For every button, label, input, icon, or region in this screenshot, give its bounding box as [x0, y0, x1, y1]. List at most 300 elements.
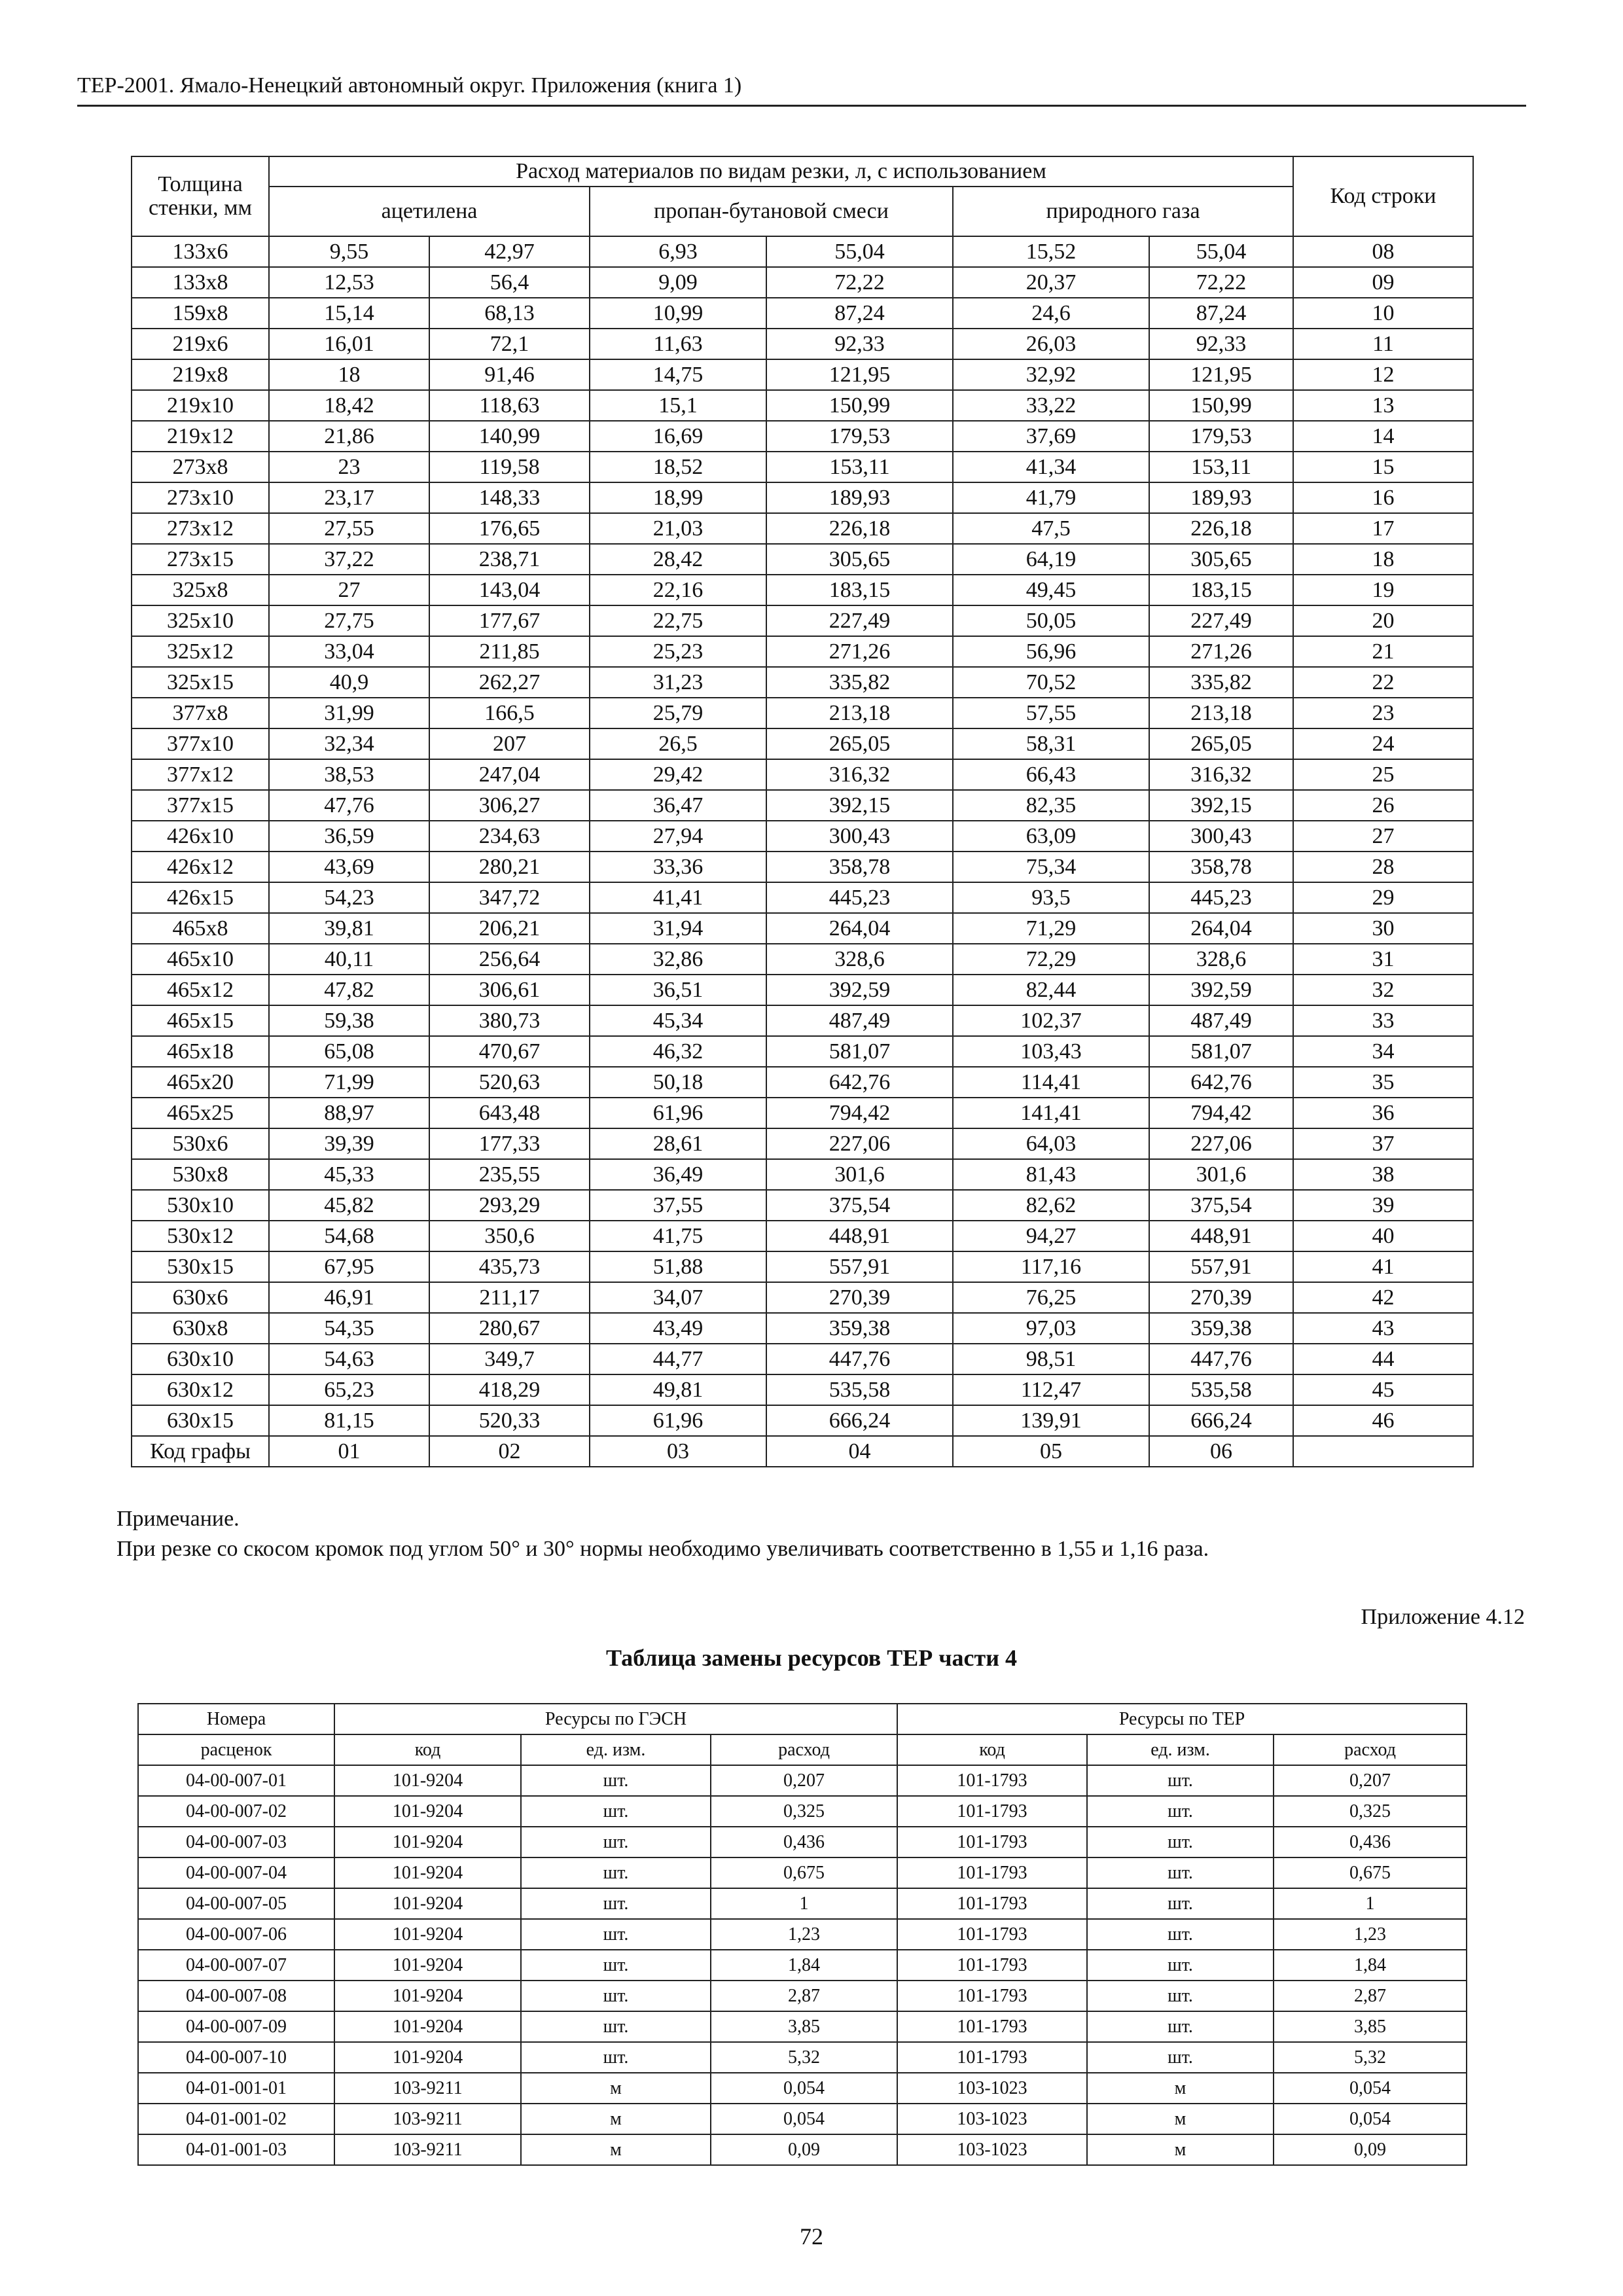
table-cell: 88,97 [269, 1098, 429, 1128]
table-cell: 15,52 [953, 236, 1149, 267]
table-cell: 177,33 [429, 1128, 590, 1159]
table-cell: шт. [521, 1888, 711, 1919]
table-cell: 1,23 [711, 1919, 897, 1950]
table-cell: 305,65 [1149, 544, 1293, 575]
table-row [132, 944, 1473, 975]
table-row [132, 759, 1473, 790]
table-cell: 392,15 [766, 790, 953, 821]
table-cell: 270,39 [1149, 1282, 1293, 1313]
table-cell: 36,47 [590, 790, 766, 821]
table-cell: 54,68 [269, 1221, 429, 1251]
table-row [138, 2042, 1467, 2073]
table-cell: 22 [1293, 667, 1473, 698]
table-cell: шт. [1087, 1981, 1274, 2011]
note-title: Примечание. [116, 1507, 240, 1531]
table-cell: 530х8 [132, 1159, 269, 1190]
table-cell: 39,81 [269, 913, 429, 944]
table-cell: 37,69 [953, 421, 1149, 452]
footer-cell: 05 [953, 1436, 1149, 1467]
table-cell: 101-1793 [897, 1981, 1087, 2011]
table-cell: 0,675 [711, 1857, 897, 1888]
table-cell: 328,6 [1149, 944, 1293, 975]
table-cell: 19 [1293, 575, 1473, 605]
table-cell: 44 [1293, 1344, 1473, 1374]
table-cell: 04-00-007-04 [138, 1857, 334, 1888]
table-cell: 103-9211 [334, 2073, 521, 2104]
table-cell: 377х15 [132, 790, 269, 821]
table-cell: 0,09 [711, 2134, 897, 2165]
table-cell: 37,55 [590, 1190, 766, 1221]
table-cell: 377х12 [132, 759, 269, 790]
table-cell: 143,04 [429, 575, 590, 605]
table-cell: 94,27 [953, 1221, 1149, 1251]
footer-cell: 02 [429, 1436, 590, 1467]
h-gesn-unit: ед. изм. [521, 1734, 711, 1765]
table-cell: 183,15 [1149, 575, 1293, 605]
table-cell: 25,23 [590, 636, 766, 667]
table-cell: 448,91 [1149, 1221, 1293, 1251]
table-cell: 148,33 [429, 482, 590, 513]
table-cell: м [1087, 2073, 1274, 2104]
table-cell: 04-00-007-03 [138, 1827, 334, 1857]
table-cell: 117,16 [953, 1251, 1149, 1282]
table-cell: 264,04 [1149, 913, 1293, 944]
table-cell: 49,45 [953, 575, 1149, 605]
table-cell: 643,48 [429, 1098, 590, 1128]
table-row [138, 1919, 1467, 1950]
table-cell: 101-9204 [334, 1857, 521, 1888]
cutting-materials-table [131, 156, 1474, 1467]
table-row [132, 267, 1473, 298]
table-cell: 39,39 [269, 1128, 429, 1159]
table-cell: шт. [1087, 1827, 1274, 1857]
table-cell: шт. [521, 1827, 711, 1857]
table-cell: 530х15 [132, 1251, 269, 1282]
table-cell: 375,54 [766, 1190, 953, 1221]
table-cell: 23,17 [269, 482, 429, 513]
table-cell: 87,24 [766, 298, 953, 329]
table-row [132, 1282, 1473, 1313]
table-cell: 101-9204 [334, 1888, 521, 1919]
table-cell: 247,04 [429, 759, 590, 790]
table-cell: 3,85 [711, 2011, 897, 2042]
table-cell: 445,23 [766, 882, 953, 913]
table-cell: 41,34 [953, 452, 1149, 482]
table-cell: 520,63 [429, 1067, 590, 1098]
table-row [138, 2011, 1467, 2042]
table-cell: 101-9204 [334, 1919, 521, 1950]
table-cell: 557,91 [766, 1251, 953, 1282]
h-ter-unit: ед. изм. [1087, 1734, 1274, 1765]
table-cell: 12 [1293, 359, 1473, 390]
table-cell: 153,11 [766, 452, 953, 482]
table-cell: 418,29 [429, 1374, 590, 1405]
table-cell: 359,38 [766, 1313, 953, 1344]
table-cell: 0,207 [1274, 1765, 1467, 1796]
table-cell: 32,34 [269, 728, 429, 759]
table-cell: 12,53 [269, 267, 429, 298]
table-cell: м [1087, 2134, 1274, 2165]
table-cell: 92,33 [1149, 329, 1293, 359]
table-cell: 392,15 [1149, 790, 1293, 821]
table-cell: 465х10 [132, 944, 269, 975]
table-cell: 465х12 [132, 975, 269, 1005]
table-cell: 306,27 [429, 790, 590, 821]
h-ter: Ресурсы по ТЕР [897, 1704, 1467, 1734]
table-cell: 270,39 [766, 1282, 953, 1313]
table-cell: 426х15 [132, 882, 269, 913]
table-cell: 46 [1293, 1405, 1473, 1436]
table-cell: 33,22 [953, 390, 1149, 421]
table-cell: 27,75 [269, 605, 429, 636]
table-cell: 63,09 [953, 821, 1149, 852]
table-cell: 256,64 [429, 944, 590, 975]
table-cell: 15 [1293, 452, 1473, 482]
table-cell: шт. [1087, 2011, 1274, 2042]
table-cell: м [521, 2104, 711, 2134]
table-cell: 666,24 [1149, 1405, 1293, 1436]
table-cell: 435,73 [429, 1251, 590, 1282]
table-cell: 38 [1293, 1159, 1473, 1190]
table-cell: 23 [269, 452, 429, 482]
table-cell: 325х12 [132, 636, 269, 667]
table-cell: 31 [1293, 944, 1473, 975]
col-natgas-header: природного газа [953, 187, 1293, 236]
table-cell: 17 [1293, 513, 1473, 544]
table-cell: 41,41 [590, 882, 766, 913]
table-cell: 101-1793 [897, 1765, 1087, 1796]
table-cell: 34,07 [590, 1282, 766, 1313]
table-cell: 219х6 [132, 329, 269, 359]
h-numbers-1: Номера [138, 1704, 334, 1734]
table-row [132, 513, 1473, 544]
footer-cell: 06 [1149, 1436, 1293, 1467]
note-text: При резке со скосом кромок под углом 50° и 30° нормы необходимо увеличивать соответственно в 1,55 и 1,16 раза. [116, 1537, 1209, 1561]
table-cell: 103,43 [953, 1036, 1149, 1067]
table-cell: 176,65 [429, 513, 590, 544]
table-cell: 04-01-001-02 [138, 2104, 334, 2134]
table-cell: 6,93 [590, 236, 766, 267]
table-cell: 293,29 [429, 1190, 590, 1221]
table-cell: 18,99 [590, 482, 766, 513]
table-cell: шт. [521, 2011, 711, 2042]
table-cell: 530х6 [132, 1128, 269, 1159]
table-cell: 166,5 [429, 698, 590, 728]
table-cell: 54,35 [269, 1313, 429, 1344]
table-cell: 264,04 [766, 913, 953, 944]
table-cell: 347,72 [429, 882, 590, 913]
table-cell: 66,43 [953, 759, 1149, 790]
table-cell: 227,06 [766, 1128, 953, 1159]
table-row [132, 421, 1473, 452]
table-cell: 15,14 [269, 298, 429, 329]
table-cell: 49,81 [590, 1374, 766, 1405]
table-cell: 39 [1293, 1190, 1473, 1221]
table-cell: 10 [1293, 298, 1473, 329]
table-cell: 20,37 [953, 267, 1149, 298]
table-cell: 103-9211 [334, 2134, 521, 2165]
table-cell: 465х18 [132, 1036, 269, 1067]
table-cell: 630х12 [132, 1374, 269, 1405]
table-cell: 64,19 [953, 544, 1149, 575]
table-cell: 101-9204 [334, 1796, 521, 1827]
table-cell: 465х25 [132, 1098, 269, 1128]
table-cell: 153,11 [1149, 452, 1293, 482]
table-cell: 0,207 [711, 1765, 897, 1796]
table-cell: 121,95 [766, 359, 953, 390]
running-header: ТЕР-2001. Ямало-Ненецкий автономный округ. Приложения (книга 1) [77, 73, 1526, 107]
table-cell: 45 [1293, 1374, 1473, 1405]
table-cell: 46,32 [590, 1036, 766, 1067]
table-cell: 211,17 [429, 1282, 590, 1313]
table-cell: 487,49 [1149, 1005, 1293, 1036]
table-cell: 426х12 [132, 852, 269, 882]
table-cell: шт. [521, 1796, 711, 1827]
table-cell: 42 [1293, 1282, 1473, 1313]
table-cell: 530х12 [132, 1221, 269, 1251]
table-cell: 630х15 [132, 1405, 269, 1436]
table-cell: 21,86 [269, 421, 429, 452]
table-cell: 70,52 [953, 667, 1149, 698]
table-cell: 50,05 [953, 605, 1149, 636]
h-gesn: Ресурсы по ГЭСН [334, 1704, 897, 1734]
table-cell: 27,94 [590, 821, 766, 852]
table-cell: 67,95 [269, 1251, 429, 1282]
table-cell: 57,55 [953, 698, 1149, 728]
table-cell: 55,04 [766, 236, 953, 267]
table-cell: 0,325 [1274, 1796, 1467, 1827]
table-cell: 61,96 [590, 1098, 766, 1128]
h-numbers-2: расценок [138, 1734, 334, 1765]
table-cell: м [521, 2073, 711, 2104]
table-row [132, 913, 1473, 944]
table-row [132, 452, 1473, 482]
table-cell: 301,6 [1149, 1159, 1293, 1190]
col-acetylene-header: ацетилена [269, 187, 590, 236]
table-cell: 133х6 [132, 236, 269, 267]
table-cell: 27,55 [269, 513, 429, 544]
table-cell: 794,42 [1149, 1098, 1293, 1128]
table-cell: 22,16 [590, 575, 766, 605]
table-cell: 0,436 [711, 1827, 897, 1857]
table-cell: 14,75 [590, 359, 766, 390]
table-cell: 150,99 [766, 390, 953, 421]
table-cell: 97,03 [953, 1313, 1149, 1344]
table-cell: 273х15 [132, 544, 269, 575]
table-cell: 72,22 [1149, 267, 1293, 298]
table-row [138, 1981, 1467, 2011]
table-cell: 04-00-007-10 [138, 2042, 334, 2073]
table-cell: 23 [1293, 698, 1473, 728]
table-cell: 177,67 [429, 605, 590, 636]
table-cell: 335,82 [1149, 667, 1293, 698]
table-row [132, 975, 1473, 1005]
table-cell: 150,99 [1149, 390, 1293, 421]
table-cell: 271,26 [1149, 636, 1293, 667]
table-cell: 325х10 [132, 605, 269, 636]
table-cell: 72,22 [766, 267, 953, 298]
table-row [132, 575, 1473, 605]
table-cell: 40,11 [269, 944, 429, 975]
table-cell: 40 [1293, 1221, 1473, 1251]
table-row [132, 636, 1473, 667]
col-group-header: Расход материалов по видам резки, л, с использованием [269, 156, 1293, 187]
table-cell: 159х8 [132, 298, 269, 329]
table-cell: 101-1793 [897, 1827, 1087, 1857]
table-cell: 465х8 [132, 913, 269, 944]
table-cell: 328,6 [766, 944, 953, 975]
table-cell: 2,87 [1274, 1981, 1467, 2011]
table-cell: 207 [429, 728, 590, 759]
table-cell: 13 [1293, 390, 1473, 421]
table-cell: 280,21 [429, 852, 590, 882]
table-cell: шт. [1087, 1919, 1274, 1950]
table-cell: 335,82 [766, 667, 953, 698]
table-cell: 11,63 [590, 329, 766, 359]
table-cell: 487,49 [766, 1005, 953, 1036]
table-cell: 26,5 [590, 728, 766, 759]
table-cell: шт. [521, 1857, 711, 1888]
table-cell: шт. [1087, 2042, 1274, 2073]
table-cell: 04-00-007-01 [138, 1765, 334, 1796]
table-cell: 271,26 [766, 636, 953, 667]
table-cell: 581,07 [766, 1036, 953, 1067]
table-cell: 3,85 [1274, 2011, 1467, 2042]
table-cell: 59,38 [269, 1005, 429, 1036]
appendix-label: Приложение 4.12 [1361, 1605, 1525, 1629]
col-thickness-header: Толщина стенки, мм [132, 156, 269, 236]
table-cell: 2,87 [711, 1981, 897, 2011]
table-cell: 359,38 [1149, 1313, 1293, 1344]
table-cell: 31,99 [269, 698, 429, 728]
table-cell: 71,29 [953, 913, 1149, 944]
table-cell: 350,6 [429, 1221, 590, 1251]
table-cell: 04-00-007-06 [138, 1919, 334, 1950]
table-cell: 118,63 [429, 390, 590, 421]
table-cell: 219х10 [132, 390, 269, 421]
table-row [132, 1128, 1473, 1159]
table-cell: 179,53 [766, 421, 953, 452]
table-row [132, 298, 1473, 329]
table-row [138, 2104, 1467, 2134]
table-cell: 32,86 [590, 944, 766, 975]
table-cell: 102,37 [953, 1005, 1149, 1036]
table-row [132, 728, 1473, 759]
table-cell: 535,58 [1149, 1374, 1293, 1405]
table-row [138, 1796, 1467, 1827]
table-cell: 18 [1293, 544, 1473, 575]
table-cell: 238,71 [429, 544, 590, 575]
table-cell: 16,69 [590, 421, 766, 452]
table-cell: 445,23 [1149, 882, 1293, 913]
table-cell: 189,93 [1149, 482, 1293, 513]
table-cell: шт. [521, 1950, 711, 1981]
col-propane-header: пропан-бутановой смеси [590, 187, 953, 236]
table-cell: 139,91 [953, 1405, 1149, 1436]
table-cell: 47,82 [269, 975, 429, 1005]
table-cell: 72,1 [429, 329, 590, 359]
table-row [132, 1036, 1473, 1067]
table-cell: 38,53 [269, 759, 429, 790]
table-cell: шт. [1087, 1765, 1274, 1796]
table-cell: 04-00-007-09 [138, 2011, 334, 2042]
table-cell: 28,61 [590, 1128, 766, 1159]
table-cell: 54,23 [269, 882, 429, 913]
table-cell: 103-1023 [897, 2104, 1087, 2134]
table-cell: 301,6 [766, 1159, 953, 1190]
table-cell: 04-00-007-05 [138, 1888, 334, 1919]
table-cell: 82,44 [953, 975, 1149, 1005]
footer-cell [1293, 1436, 1473, 1467]
table-cell: 465х15 [132, 1005, 269, 1036]
table-cell: 103-1023 [897, 2073, 1087, 2104]
table-cell: 306,61 [429, 975, 590, 1005]
table-cell: 227,49 [1149, 605, 1293, 636]
table-cell: 34 [1293, 1036, 1473, 1067]
table-cell: 42,97 [429, 236, 590, 267]
table-row [138, 2073, 1467, 2104]
h-ter-rate: расход [1274, 1734, 1467, 1765]
table-cell: 470,67 [429, 1036, 590, 1067]
table-cell: 41 [1293, 1251, 1473, 1282]
table-cell: шт. [1087, 1888, 1274, 1919]
table-cell: 82,35 [953, 790, 1149, 821]
table-row [132, 852, 1473, 882]
footer-cell: Код графы [132, 1436, 269, 1467]
table-cell: 30 [1293, 913, 1473, 944]
table-cell: 141,41 [953, 1098, 1149, 1128]
table-cell: 54,63 [269, 1344, 429, 1374]
table-cell: 20 [1293, 605, 1473, 636]
table-cell: 265,05 [1149, 728, 1293, 759]
table-cell: 33,04 [269, 636, 429, 667]
table-cell: 213,18 [1149, 698, 1293, 728]
table-cell: 24,6 [953, 298, 1149, 329]
table-cell: 630х10 [132, 1344, 269, 1374]
table-row [132, 1005, 1473, 1036]
table-cell: 535,58 [766, 1374, 953, 1405]
table-cell: 28,42 [590, 544, 766, 575]
table-cell: 04-01-001-01 [138, 2073, 334, 2104]
table-cell: 15,1 [590, 390, 766, 421]
table-cell: 47,76 [269, 790, 429, 821]
table-cell: 72,29 [953, 944, 1149, 975]
table-cell: 349,7 [429, 1344, 590, 1374]
table-cell: 26 [1293, 790, 1473, 821]
table-cell: 58,31 [953, 728, 1149, 759]
table-footer-row [132, 1436, 1473, 1467]
table-cell: 33,36 [590, 852, 766, 882]
table-cell: 9,09 [590, 267, 766, 298]
table-row [132, 359, 1473, 390]
table-cell: шт. [1087, 1857, 1274, 1888]
table-row [132, 1221, 1473, 1251]
table-cell: 234,63 [429, 821, 590, 852]
table-cell: 61,96 [590, 1405, 766, 1436]
table-cell: 76,25 [953, 1282, 1149, 1313]
table-cell: 10,99 [590, 298, 766, 329]
table-cell: шт. [521, 1981, 711, 2011]
table-row [132, 1313, 1473, 1344]
table-cell: 93,5 [953, 882, 1149, 913]
table-cell: 31,23 [590, 667, 766, 698]
table-cell: 9,55 [269, 236, 429, 267]
table-row [132, 1098, 1473, 1128]
table-cell: 305,65 [766, 544, 953, 575]
table-cell: 101-1793 [897, 1857, 1087, 1888]
table-cell: 377х10 [132, 728, 269, 759]
footer-cell: 04 [766, 1436, 953, 1467]
